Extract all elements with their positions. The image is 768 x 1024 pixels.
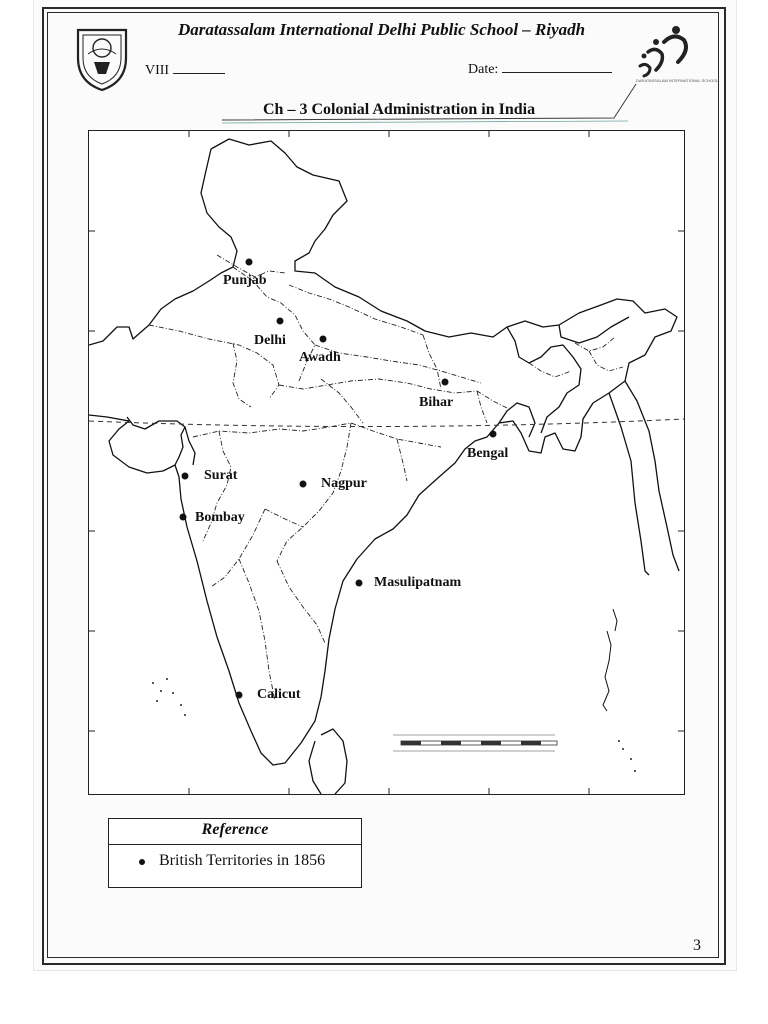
- school-name: Daratassalam International Delhi Public School – Riyadh: [178, 20, 586, 39]
- calicut-dot: [236, 692, 243, 699]
- bengal-dot: [490, 431, 497, 438]
- place-label-masulipatnam: Masulipatnam: [374, 575, 462, 590]
- bombay-dot: [180, 514, 187, 521]
- place-label-awadh: Awadh: [299, 350, 341, 365]
- map-outline: [89, 131, 684, 794]
- delhi-dot: [277, 318, 284, 325]
- place-label-bombay: Bombay: [195, 510, 245, 525]
- place-label-delhi: Delhi: [254, 333, 286, 348]
- india-outline-map: [88, 130, 685, 795]
- chapter-title: Ch – 3 Colonial Administration in India: [263, 101, 536, 118]
- map-scale-bar: [393, 735, 557, 751]
- place-label-punjab: Punjab: [223, 273, 267, 288]
- bihar-dot: [442, 379, 449, 386]
- reference-divider: [109, 844, 361, 845]
- header-rule: [0, 0, 768, 140]
- reference-title: Reference: [201, 821, 269, 838]
- awadh-dot: [320, 336, 327, 343]
- nagpur-dot: [300, 481, 307, 488]
- bullet-dot-icon: [139, 859, 145, 865]
- place-label-bengal: Bengal: [467, 446, 509, 461]
- date-label: Date:: [468, 62, 499, 77]
- place-label-calicut: Calicut: [257, 687, 301, 702]
- masulipatnam-dot: [356, 580, 363, 587]
- reference-legend: [108, 818, 362, 888]
- place-label-surat: Surat: [204, 468, 238, 483]
- place-label-nagpur: Nagpur: [321, 476, 367, 491]
- surat-dot: [182, 473, 189, 480]
- logo-caption: DARATASSALAM INTERNATIONAL SCHOOL: [636, 78, 719, 83]
- reference-item: British Territories in 1856: [159, 852, 326, 869]
- page-number: 3: [693, 937, 701, 954]
- punjab-dot: [246, 259, 253, 266]
- grade-label: VIII: [145, 63, 170, 78]
- place-label-bihar: Bihar: [419, 395, 454, 410]
